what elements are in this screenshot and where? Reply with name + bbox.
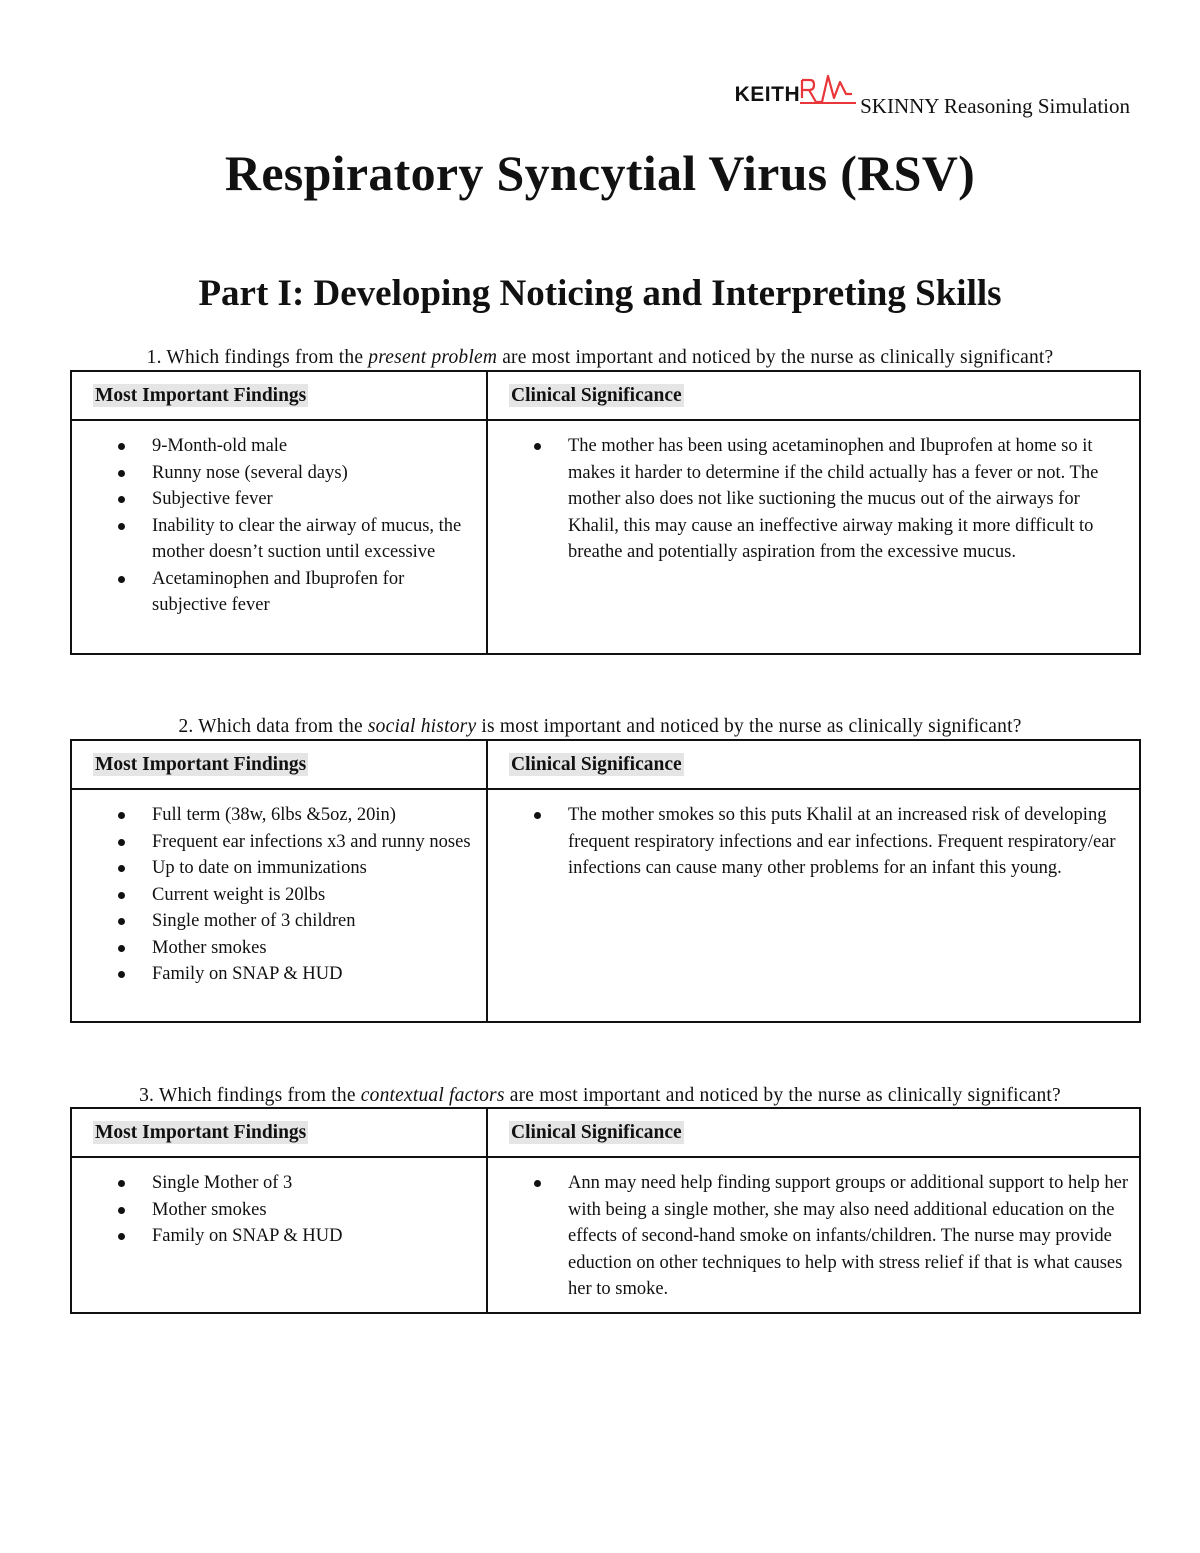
simulation-subtitle: SKINNY Reasoning Simulation xyxy=(860,94,1130,118)
list-item: Frequent ear infections x3 and runny noses xyxy=(72,829,476,856)
question-emphasis: contextual factors xyxy=(360,1085,505,1106)
header-significance xyxy=(487,740,1140,789)
list-item: Family on SNAP & HUD xyxy=(72,1223,476,1250)
significance-list xyxy=(488,790,1139,882)
list-item: The mother smokes so this puts Khalil at an increased risk of developing frequent respiratory infections and ear infections. Frequent respiratory/ear infections can cause many other problems for an infant this young. xyxy=(488,802,1129,882)
findings-table-3 xyxy=(70,1107,1141,1314)
header-findings-label: Most Important Findings xyxy=(95,1121,307,1143)
question-text: 1. Which findings from the xyxy=(146,347,369,368)
header-significance xyxy=(487,371,1140,420)
header-findings xyxy=(71,371,487,420)
significance-cell xyxy=(487,1157,1140,1313)
significance-list xyxy=(488,421,1139,566)
page-title: Respiratory Syncytial Virus (RSV) xyxy=(224,145,976,201)
question-emphasis: social history xyxy=(367,716,477,737)
list-item: Mother smokes xyxy=(72,1197,476,1224)
list-item: Single mother of 3 children xyxy=(72,908,476,935)
header-findings-label: Most Important Findings xyxy=(95,384,307,406)
list-item: 9-Month-old male xyxy=(72,433,476,460)
list-item: Current weight is 20lbs xyxy=(72,882,476,909)
list-item: Mother smokes xyxy=(72,935,476,962)
question-3 xyxy=(0,1084,1200,1108)
list-item: Inability to clear the airway of mucus, the mother doesn’t suction until excessive xyxy=(72,513,476,566)
question-emphasis: present problem xyxy=(368,347,498,368)
findings-list xyxy=(72,790,486,988)
question-text: are most important and noticed by the nurse as clinically significant? xyxy=(497,347,1054,368)
list-item: Subjective fever xyxy=(72,486,476,513)
question-1 xyxy=(0,346,1200,370)
header-findings xyxy=(71,1108,487,1157)
significance-cell xyxy=(487,420,1140,654)
header-findings xyxy=(71,740,487,789)
header-significance xyxy=(487,1108,1140,1157)
findings-cell xyxy=(71,420,487,654)
question-text: 3. Which findings from the xyxy=(139,1085,361,1106)
findings-list xyxy=(72,421,486,619)
list-item: The mother has been using acetaminophen and Ibuprofen at home so it makes it harder to determine if the child actually has a fever or not. The mother also does not like suctioning the mucus out of the airways for Khalil, this may cause an ineffective airway making it more difficult to breathe and potentially aspiration from the excessive mucus. xyxy=(488,433,1129,566)
significance-list xyxy=(488,1158,1139,1303)
header-significance-label: Clinical Significance xyxy=(511,384,682,406)
question-text: 2. Which data from the xyxy=(178,716,368,737)
list-item: Acetaminophen and Ibuprofen for subjective fever xyxy=(72,566,476,619)
list-item: Full term (38w, 6lbs &5oz, 20in) xyxy=(72,802,476,829)
part-heading: Part I: Developing Noticing and Interpreting Skills xyxy=(198,273,1002,314)
header-findings-label: Most Important Findings xyxy=(95,753,307,775)
findings-cell xyxy=(71,789,487,1022)
document-header xyxy=(735,72,1130,119)
keithrn-logo xyxy=(735,72,859,112)
question-text: are most important and noticed by the nurse as clinically significant? xyxy=(504,1085,1061,1106)
list-item: Ann may need help finding support groups or additional support to help her with being a single mother, she may also need additional education on the effects of second-hand smoke on infants/children. The nurse may provide eduction on other techniques to help with stress relief if that is what causes her to smoke. xyxy=(488,1170,1129,1303)
header-significance-label: Clinical Significance xyxy=(511,753,682,775)
findings-list xyxy=(72,1158,486,1250)
rn-heartbeat-icon xyxy=(800,72,858,112)
significance-cell xyxy=(487,789,1140,1022)
findings-cell xyxy=(71,1157,487,1313)
list-item: Family on SNAP & HUD xyxy=(72,961,476,988)
question-text: is most important and noticed by the nurse as clinically significant? xyxy=(476,716,1022,737)
list-item: Runny nose (several days) xyxy=(72,460,476,487)
list-item: Up to date on immunizations xyxy=(72,855,476,882)
list-item: Single Mother of 3 xyxy=(72,1170,476,1197)
logo-wordmark: KEITH xyxy=(734,83,801,106)
findings-table-2 xyxy=(70,739,1141,1023)
findings-table-1 xyxy=(70,370,1141,655)
question-2 xyxy=(0,715,1200,739)
header-significance-label: Clinical Significance xyxy=(511,1121,682,1143)
